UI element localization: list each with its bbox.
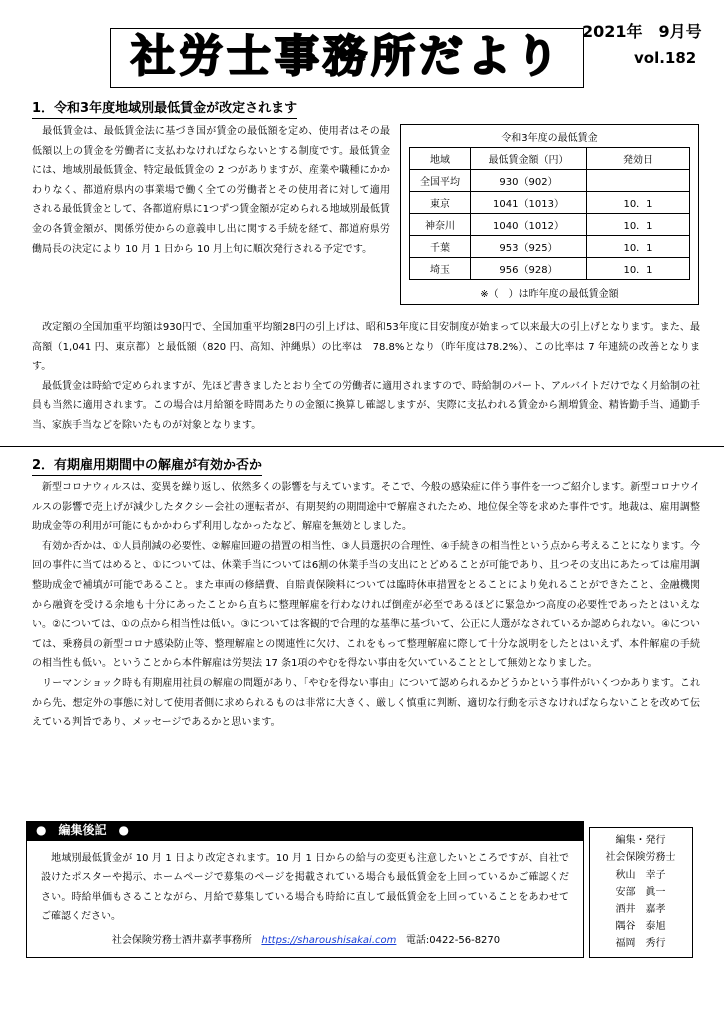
staff-line: 酒井 嘉孝 bbox=[615, 904, 666, 915]
table-row bbox=[410, 258, 690, 280]
staff-line: 隅谷 泰旭 bbox=[615, 921, 666, 932]
section-2-paragraph-3: リーマンショック時も有期雇用社員の解雇の問題があり、「やむを得ない事由」について認められるかどうかという事件がいくつかあります。これから先、想定外の事態に対して使用者側に求められるものは非常に大きく、厳しく慎重に判断、適切な行動を示さなければならないことを改めて伝えている判旨であり、メッセージであるかと思います。 bbox=[32, 677, 700, 729]
staff-line: 福岡 秀行 bbox=[615, 938, 666, 949]
editor-note-heading: ● 編集後記 ● bbox=[26, 821, 584, 840]
table-cell: 千葉 bbox=[410, 236, 471, 258]
section-divider bbox=[0, 446, 724, 447]
table-header-cell: 最低賃金額（円） bbox=[471, 148, 587, 170]
table-cell: 東京 bbox=[410, 192, 471, 214]
table-header-row bbox=[410, 148, 690, 170]
editor-note-text: 地域別最低賃金が 10 月 1 日より改定されます。10 月 1 日からの給与の変更も注意したいところですが、自社で設けたポスターや掲示、ホームページで募集のページを掲載されている場合も最低賃金を上回っているかご確認ください。時給単価もさることながら、月給で募集している場合も時給に直して最低賃金を上回っていることをあわせてご確認ください。 bbox=[41, 853, 569, 923]
table-cell: 全国平均 bbox=[410, 170, 471, 192]
masthead-frame bbox=[110, 28, 584, 88]
section-1-paragraph-3-text: 最低賃金は時給で定められますが、先ほど書きましたとおり全ての労働者に適用されますので、時給制のパート、アルバイトだけでなく月給制の社員も当然に適用されます。この場合は月給額を時間あたりの金額に換算し確認しますが、実際に支払われる賃金から割増賃金、精皆勤手当、通勤手当、家族手当などを除いたものが対象となります。 bbox=[32, 380, 700, 431]
editor-note-box bbox=[26, 840, 584, 958]
table-cell: 1040（1012） bbox=[471, 214, 587, 236]
publisher-staff-box bbox=[589, 827, 693, 958]
issue-volume: vol.182 bbox=[634, 49, 697, 67]
table-cell: 埼玉 bbox=[410, 258, 471, 280]
table-cell: 10．1 bbox=[587, 214, 690, 236]
section-1-paragraph-1: 最低賃金は、最低賃金法に基づき国が賃金の最低額を定め、使用者はその最低額以上の賃金を労働者に支払わなければならないとする制度です。最低賃金には、地域別最低賃金、特定最低賃金の 2 つがありますが、産業や職種にかかわりなく、都道府県内の事業場で働く全ての労働者とその使用者に対して適用される最低賃金として、各都道府県に1つずつ賃金額が定められる地域別最低賃金の各賃金額が、関係労使からの意義申し出に関する手続を経て、都道府県労働局長の決定により 10 月 1 日から 10 月上旬に順次発行される予定です。 bbox=[32, 126, 390, 255]
minimum-wage-table-box bbox=[400, 124, 699, 305]
table-cell bbox=[587, 170, 690, 192]
office-contact-line bbox=[27, 931, 585, 946]
section-2-heading: 2．有期雇用期間中の解雇が有効か否か bbox=[32, 458, 262, 476]
section-1-heading: 1．令和3年度地域別最低賃金が改定されます bbox=[32, 101, 297, 119]
table-row bbox=[410, 214, 690, 236]
table-cell: 10．1 bbox=[587, 192, 690, 214]
section-1-paragraph-2 bbox=[32, 318, 700, 436]
table-cell: 930（902） bbox=[471, 170, 587, 192]
table-cell: 神奈川 bbox=[410, 214, 471, 236]
section-2-paragraph-2: 有効か否かは、①人員削減の必要性、②解雇回避の措置の相当性、③人員選択の合理性、④手続きの相当性という点から考えることになります。今回の事件に当てはめると、①については、休業手当については6割の休業手当の支出にとどめることが可能であり、且つその支出にあたっては雇用調整助成金で補填が可能であること。また車両の修繕費、自賠責保険料については臨時休車措置をとることにより免れることができたこと、金融機関から融資を受ける余地も十分にあったことから直ちに整理解雇を行わなければ倒産が必至であるほどに緊急かつ高度の必要性であったとはいえない。②については、①の点から相当性は低い。③については客観的で合理的な基準に基づいて、公正に人選がなされているか認められない。④については、乗務員の新型コロナ感染防止等、整理解雇との関連性に欠け、これをもって整理解雇に際して十分な説明をしたとはいえず、本件解雇の手続の相当性も低い。ということから本件解雇は労契法 17 条1項のやむを得ない事由を欠いていることとして無効となりました。 bbox=[32, 540, 700, 670]
section-2-paragraph-1: 新型コロナウィルスは、変異を繰り返し、依然多くの影響を与えています。そこで、今般の感染症に伴う事件を一つご紹介します。新型コロナウイルスの影響で売上げが減少したタクシー会社の運転者が、有期契約の期間途中で解雇されたため、地位保全等を求めた事件です。地裁は、雇用調整助成金等の利用が可能にもかかわらず利用しなかったなど、解雇を無効としました。 bbox=[32, 482, 700, 533]
office-website-link[interactable]: https://sharoushisakai.com bbox=[261, 935, 397, 946]
office-name: 社会保険労務士酒井嘉孝事務所 bbox=[111, 935, 252, 946]
staff-line: 安部 眞一 bbox=[615, 887, 666, 898]
table-caption: 令和3年度の最低賃金 bbox=[501, 133, 598, 144]
table-row bbox=[410, 192, 690, 214]
table-row bbox=[410, 170, 690, 192]
newsletter-title: 社労士事務所だより bbox=[131, 31, 563, 82]
table-row bbox=[410, 236, 690, 258]
staff-line: 秋山 幸子 bbox=[615, 870, 666, 881]
table-note: ※（ ）は昨年度の最低賃金額 bbox=[480, 289, 619, 300]
table-cell: 953（925） bbox=[471, 236, 587, 258]
table-cell: 1041（1013） bbox=[471, 192, 587, 214]
table-cell: 10．1 bbox=[587, 258, 690, 280]
staff-line: 編集・発行 bbox=[615, 835, 666, 846]
table-cell: 956（928） bbox=[471, 258, 587, 280]
staff-line: 社会保険労務士 bbox=[605, 852, 676, 863]
section-1-paragraph-2-text: 改定額の全国加重平均額は930円で、全国加重平均額28円の引上げは、昭和53年度に目安制度が始まって以来最大の引上げとなります。また、最高額（1,041 円、東京都）と最低額（820 円、高知、沖縄県）の比率は 78.8%となり（昨年度は78.2%）、この比率は 7 年連続の改善となります。 bbox=[32, 322, 700, 373]
section-2-body bbox=[32, 478, 700, 733]
office-phone: 電話:0422-56-8270 bbox=[405, 935, 501, 946]
table-header-cell: 発効日 bbox=[587, 148, 690, 170]
table-header-cell: 地域 bbox=[410, 148, 471, 170]
table-cell: 10．1 bbox=[587, 236, 690, 258]
minimum-wage-table bbox=[409, 147, 690, 280]
issue-date: 2021年 9月号 bbox=[582, 22, 702, 41]
